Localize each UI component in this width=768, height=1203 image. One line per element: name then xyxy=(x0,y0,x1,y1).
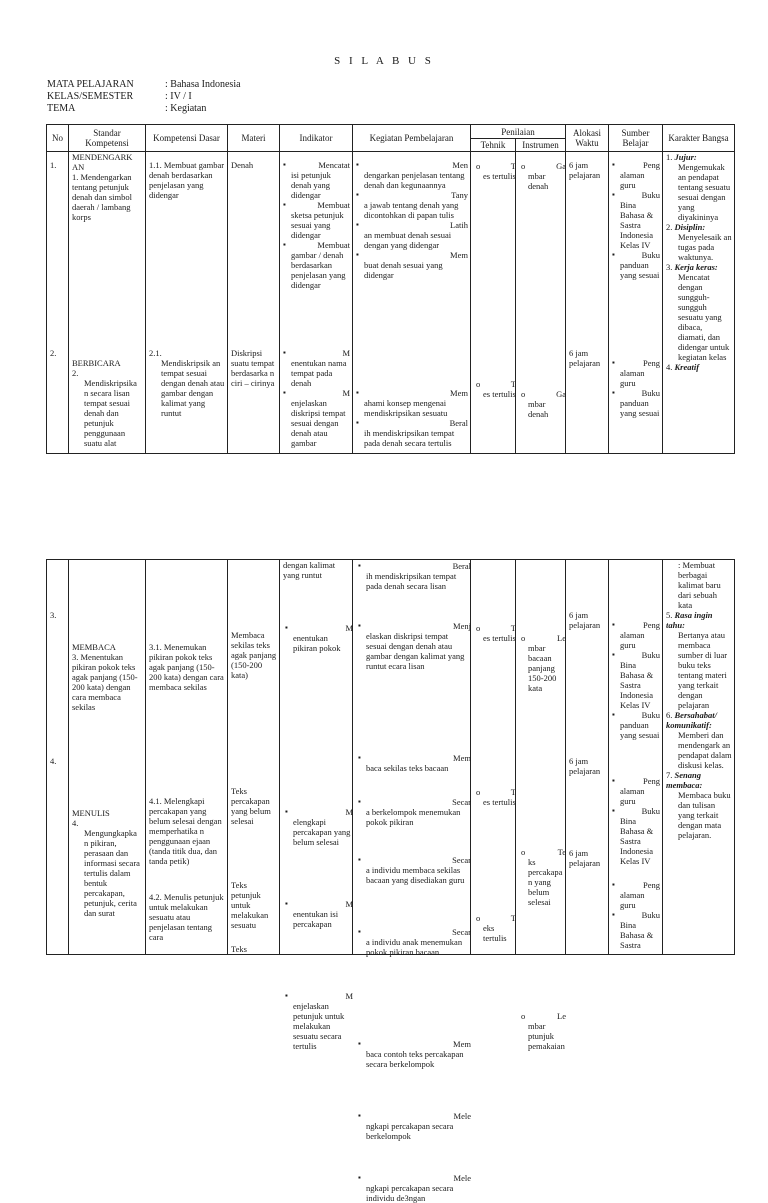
silabus-table-2 xyxy=(46,559,735,1203)
list-item xyxy=(521,1011,566,1051)
header-kompetensi-dasar: Kompetensi Dasar xyxy=(146,125,228,152)
karakter-number: 4. xyxy=(666,362,673,372)
item-lead: o T xyxy=(510,623,516,633)
item-lead: ▪ Men xyxy=(452,160,468,170)
meta-value: : Kegiatan xyxy=(165,103,207,114)
meta-key: KELAS/SEMESTER xyxy=(47,91,134,102)
sk-number: 2. xyxy=(72,368,79,378)
list-item xyxy=(612,620,660,650)
karakter-number: 1. xyxy=(666,152,673,162)
list-item xyxy=(612,806,660,866)
cell-materi xyxy=(228,152,280,454)
materi-text: Teks percakapan yang belum selesai xyxy=(231,786,271,826)
list-item xyxy=(283,240,350,290)
item-text: alaman guru xyxy=(620,630,645,650)
item-text: enentukan nama tempat pada denah xyxy=(291,358,347,388)
item-lead: o Le xyxy=(557,633,566,643)
item-lead: ▪ Secar xyxy=(452,927,471,937)
list-item xyxy=(285,899,353,929)
item-lead: ▪ Buku xyxy=(641,910,660,920)
item-lead: ▪ Buku xyxy=(641,806,660,816)
karakter-number: 6. xyxy=(666,710,673,720)
cell-no xyxy=(47,152,69,454)
list-item xyxy=(356,190,468,220)
list-item xyxy=(476,787,516,807)
item-lead: ▪ Secar xyxy=(452,797,471,807)
item-lead: ▪ M xyxy=(342,388,350,398)
silabus-table-1 xyxy=(46,124,735,454)
item-text: a individu membaca sekilas bacaan yang disediakan guru xyxy=(366,865,465,885)
sk-heading: MEMBACA xyxy=(72,642,116,652)
cell-teknik xyxy=(471,152,516,454)
item-lead: ▪ Mele xyxy=(453,1111,471,1121)
list-item xyxy=(612,250,660,280)
item-text: buat denah sesuai yang didengar xyxy=(364,260,443,280)
header-karakter: Karakter Bangsa xyxy=(663,125,735,152)
list-item xyxy=(612,710,660,740)
item-lead: ▪ M xyxy=(345,991,353,1001)
item-text: mbar ptunjuk pemakaian xyxy=(528,1021,565,1051)
item-lead: ▪ Peng xyxy=(643,620,660,630)
karakter-item xyxy=(666,152,732,222)
alokasi-text: 6 jam pelajaran xyxy=(569,160,601,180)
list-item xyxy=(612,880,660,910)
item-lead: ▪ Peng xyxy=(643,358,660,368)
header-kegiatan: Kegiatan Pembelajaran xyxy=(353,125,471,152)
item-lead: ▪ Peng xyxy=(643,880,660,890)
karakter-desc: : Membuat berbagai kalimat baru dari sebuah kata xyxy=(678,560,721,610)
karakter-desc: Bertanya atau membaca sumber di luar buku teks tentang materi yang terkait dengan pelajaran xyxy=(678,630,728,710)
row-number: 3. xyxy=(50,610,57,620)
item-text: enjelaskan diskripsi tempat sesuai dengan denah atau gambar xyxy=(291,398,346,448)
item-text: mbar denah xyxy=(528,399,549,419)
materi-text: Teks petunjuk untuk melakukan sesuatu xyxy=(231,880,269,930)
item-text: Bina Bahasa & Sastra xyxy=(620,920,654,950)
alokasi-text: 6 jam pelajaran xyxy=(569,756,601,776)
list-item xyxy=(521,847,566,907)
cell-alokasi xyxy=(566,560,609,955)
item-lead: ▪ M xyxy=(342,348,350,358)
list-item xyxy=(358,855,471,885)
cell-sumber xyxy=(609,152,663,454)
sk-heading: BERBICARA xyxy=(72,358,121,368)
item-text: a jawab tentang denah yang dicontohkan di papan tulis xyxy=(364,200,459,220)
item-lead: ▪ Buku xyxy=(641,710,660,720)
item-text: es tertulis xyxy=(483,389,516,399)
karakter-item xyxy=(666,710,732,770)
list-item xyxy=(358,927,471,957)
item-lead: ▪ Tany xyxy=(451,190,468,200)
row-number: 4. xyxy=(50,756,57,766)
list-item xyxy=(358,1111,471,1141)
karakter-number: 5. xyxy=(666,610,673,620)
item-text: alaman guru xyxy=(620,170,645,190)
item-lead: ▪ Beral xyxy=(449,418,468,428)
item-text: alaman guru xyxy=(620,890,645,910)
list-item xyxy=(356,220,468,250)
item-text: dengarkan penjelasan tentang denah dan kegunaannya xyxy=(364,170,465,190)
item-lead: ▪ Latih xyxy=(450,220,468,230)
cell-sumber xyxy=(609,560,663,955)
kd-text: 1.1. Membuat gambar denah berdasarkan penjelasan yang didengar xyxy=(149,160,225,200)
item-lead: ▪ Membuat xyxy=(317,240,350,250)
item-text: enentukan isi percakapan xyxy=(293,909,339,929)
list-item xyxy=(358,797,471,827)
materi-text: Teks xyxy=(231,944,247,954)
item-text: panduan yang sesuai xyxy=(620,398,660,418)
item-text: elaskan diskripsi tempat sesuai dengan denah atau gambar dengan kalimat yang runtut ecara lisan xyxy=(366,631,465,671)
item-lead: ▪ Mem xyxy=(450,388,468,398)
item-text: ahami konsep mengenai mendiskripsikan sesuatu xyxy=(364,398,448,418)
item-text: gambar / denah berdasarkan penjelasan yang didengar xyxy=(291,250,346,290)
indikator-text: dengan kalimat yang runtut xyxy=(283,560,336,580)
item-text: ih mendiskripsikan tempat pada denah secara lisan xyxy=(366,571,457,591)
materi-text: Membaca sekilas teks agak panjang (150-200 kata) xyxy=(231,630,277,680)
item-text: an membuat denah sesuai dengan yang didengar xyxy=(364,230,452,250)
cell-materi xyxy=(228,560,280,955)
list-item xyxy=(612,358,660,388)
cell-teknik xyxy=(471,560,516,955)
cell-kompetensi-dasar xyxy=(146,560,228,955)
cell-kompetensi-dasar xyxy=(146,152,228,454)
cell-karakter xyxy=(663,560,735,955)
item-text: es tertulis xyxy=(483,633,516,643)
sk-text: 1. Mendengarkan tentang petunjuk denah dan simbol daerah / lambang korps xyxy=(72,172,132,222)
materi-text: Denah xyxy=(231,160,254,170)
meta-row xyxy=(47,103,241,115)
alokasi-text: 6 jam pelajaran xyxy=(569,348,601,368)
item-lead: ▪ Membuat xyxy=(317,200,350,210)
cell-indikator xyxy=(280,560,353,1051)
karakter-title: Rasa ingin tahu: xyxy=(666,610,713,630)
cell-indikator xyxy=(280,152,353,454)
kd-text: 4.2. Menulis petunjuk untuk melakukan sesuatu atau penjelasan tentang cara xyxy=(149,892,224,942)
cell-kegiatan xyxy=(353,152,471,454)
list-item xyxy=(476,623,516,643)
cell-standar-kompetensi xyxy=(69,560,146,955)
list-item xyxy=(356,418,468,448)
list-item xyxy=(285,807,353,847)
item-lead: ▪ M xyxy=(345,623,353,633)
page-title: S I L A B U S xyxy=(334,55,434,67)
item-lead: ▪ M xyxy=(345,899,353,909)
list-item xyxy=(476,913,516,943)
item-lead: ▪ Mele xyxy=(453,1173,471,1183)
list-item xyxy=(285,991,353,1051)
item-lead: ▪ Buku xyxy=(641,650,660,660)
list-item xyxy=(521,389,566,419)
item-text: elengkapi percakapan yang belum selesai xyxy=(293,817,351,847)
list-item xyxy=(476,161,516,181)
karakter-item xyxy=(666,770,732,840)
item-lead: o T xyxy=(510,379,516,389)
kd-text: Mendiskripsik an tempat sesuai dengan denah atau gambar dengan kalimat yang runtut xyxy=(161,358,225,418)
item-text: ngkapi percakapan secara berkelompok xyxy=(366,1121,454,1141)
list-item xyxy=(521,633,566,693)
karakter-title: Bersahabat/ komunikatif: xyxy=(666,710,718,730)
list-item xyxy=(358,621,471,671)
item-lead: ▪ Secar xyxy=(452,855,471,865)
item-lead: o Te xyxy=(557,847,566,857)
item-lead: ▪ M xyxy=(345,807,353,817)
karakter-desc: Menyelesaik an tugas pada waktunya. xyxy=(678,232,732,262)
item-text: Bina Bahasa & Sastra Indonesia Kelas IV xyxy=(620,200,654,250)
item-lead: ▪ Peng xyxy=(643,160,660,170)
cell-alokasi xyxy=(566,152,609,454)
item-text: alaman guru xyxy=(620,786,645,806)
item-text: ks percakapa n yang belum selesai xyxy=(528,857,563,907)
karakter-title: Jujur: xyxy=(674,152,697,162)
karakter-desc: Memberi dan mendengark an pendapat dalam diskusi kelas. xyxy=(678,730,732,770)
list-item xyxy=(358,753,471,773)
header-teknik: Tehnik xyxy=(471,139,516,152)
item-lead: ▪ Mem xyxy=(450,250,468,260)
item-lead: o Ga xyxy=(556,161,566,171)
item-lead: ▪ Mencatat xyxy=(318,160,350,170)
item-text: Bina Bahasa & Sastra Indonesia Kelas IV xyxy=(620,660,654,710)
sk-text: Mengungkapka n pikiran, perasaan dan informasi secara tertulis dalam bentuk percakapan, petunjuk, cerita dan surat xyxy=(84,828,140,918)
item-lead: o Le xyxy=(557,1011,566,1021)
alokasi-text: 6 jam pelajaran xyxy=(569,848,601,868)
sk-number: 4. xyxy=(72,818,79,828)
item-text: es tertulis xyxy=(483,171,516,181)
kd-text: 4.1. Melengkapi percakapan yang belum selesai dengan memperhatika n penggunaan ejaan (tanda titik dua, dan tanda petik) xyxy=(149,796,222,866)
item-text: enjelaskan petunjuk untuk melakukan sesuatu secara tertulis xyxy=(293,1001,345,1051)
karakter-number: 7. xyxy=(666,770,673,780)
meta-block xyxy=(47,79,241,115)
list-item xyxy=(358,561,471,591)
item-text: mbar bacaan panjang 150-200 kata xyxy=(528,643,557,693)
cell-instrumen xyxy=(516,560,566,1051)
item-text: mbar denah xyxy=(528,171,549,191)
alokasi-text: 6 jam pelajaran xyxy=(569,610,601,630)
karakter-title: Senang membaca: xyxy=(666,770,703,790)
list-item xyxy=(283,388,350,448)
cell-no xyxy=(47,560,69,955)
meta-key: TEMA xyxy=(47,103,76,114)
list-item xyxy=(283,348,350,388)
item-text: enentukan pikiran pokok xyxy=(293,633,341,653)
karakter-item xyxy=(666,222,732,262)
item-lead: ▪ Menj xyxy=(453,621,471,631)
kd-text: 3.1. Menemukan pikiran pokok teks agak panjang (150-200 kata) dengan cara membaca sekilas xyxy=(149,642,224,692)
item-text: es tertulis xyxy=(483,797,516,807)
sk-heading: MENDENGARK AN xyxy=(72,152,133,172)
list-item xyxy=(358,1173,471,1203)
karakter-desc: Membaca buku dan tulisan yang terkait dengan mata pelajaran. xyxy=(678,790,731,840)
list-item xyxy=(358,1039,471,1069)
item-lead: ▪ Mem xyxy=(453,1039,471,1049)
karakter-desc: Mencatat dengan sungguh-sungguh sesuatu yang dibaca, diamati, dan didengar untuk kegiatan kelas xyxy=(678,272,730,362)
materi-text: Diskripsi suatu tempat berdasarka n ciri – cirinya xyxy=(231,348,275,388)
item-text: baca sekilas teks bacaan xyxy=(366,763,449,773)
list-item xyxy=(285,623,353,653)
item-lead: o T xyxy=(510,787,516,797)
list-item xyxy=(356,250,468,280)
karakter-number: 2. xyxy=(666,222,673,232)
header-materi: Materi xyxy=(228,125,280,152)
row-number: 2. xyxy=(50,348,57,358)
item-lead: ▪ Peng xyxy=(643,776,660,786)
list-item xyxy=(612,776,660,806)
kd-number: 2.1. xyxy=(149,348,162,358)
item-text: sketsa petunjuk sesuai yang didengar xyxy=(291,210,344,240)
header-indikator: Indikator xyxy=(280,125,353,152)
row-number: 1. xyxy=(50,160,57,170)
item-text: a individu anak menemukan pokok pikiran bacaan xyxy=(366,937,463,957)
item-text: eks tertulis xyxy=(483,923,507,943)
meta-row xyxy=(47,79,241,91)
karakter-item xyxy=(666,262,732,362)
cell-kegiatan xyxy=(353,560,471,1203)
item-lead: ▪ Mem xyxy=(453,753,471,763)
list-item xyxy=(476,379,516,399)
item-lead: ▪ Buku xyxy=(641,250,660,260)
item-text: ih mendiskripsikan tempat pada denah secara tertulis xyxy=(364,428,455,448)
cell-standar-kompetensi xyxy=(69,152,146,454)
meta-key: MATA PELAJARAN xyxy=(47,79,134,90)
karakter-number: 3. xyxy=(666,262,673,272)
item-text: alaman guru xyxy=(620,368,645,388)
cell-instrumen xyxy=(516,152,566,454)
sk-text: Mendiskripsika n secara lisan tempat sesuai denah dan petunjuk penggunaan suatu alat xyxy=(84,378,137,448)
list-item xyxy=(612,160,660,190)
karakter-desc: Mengemukak an pendapat tentang sesuatu sesuai dengan yang diyakininya xyxy=(678,162,731,222)
karakter-item xyxy=(666,610,732,710)
sk-text: 3. Menentukan pikiran pokok teks agak panjang (150-200 kata) dengan cara membaca sekilas xyxy=(72,652,138,712)
item-lead: o T xyxy=(510,161,516,171)
karakter-title: Kreatif xyxy=(674,362,700,372)
list-item xyxy=(283,200,350,240)
meta-row xyxy=(47,91,241,103)
item-text: panduan yang sesuai xyxy=(620,260,660,280)
item-text: panduan yang sesuai xyxy=(620,720,660,740)
item-text: isi petunjuk denah yang didengar xyxy=(291,170,331,200)
header-penilaian: Penilaian xyxy=(471,125,566,139)
list-item xyxy=(356,388,468,418)
item-text: ngkapi percakapan secara individu de3ngan xyxy=(366,1183,454,1203)
list-item xyxy=(356,160,468,190)
list-item xyxy=(612,388,660,418)
item-text: baca contoh teks percakapan secara berkelompok xyxy=(366,1049,464,1069)
cell-karakter xyxy=(663,152,735,454)
item-text: Bina Bahasa & Sastra Indonesia Kelas IV xyxy=(620,816,654,866)
item-lead: ▪ Beral xyxy=(452,561,471,571)
list-item xyxy=(612,910,660,950)
item-lead: ▪ Buku xyxy=(641,388,660,398)
meta-value: : Bahasa Indonesia xyxy=(165,79,241,90)
header-instrumen: Instrumen xyxy=(516,139,566,152)
list-item xyxy=(283,160,350,200)
karakter-title: Disiplin: xyxy=(674,222,706,232)
karakter-title: Kerja keras: xyxy=(674,262,718,272)
item-lead: ▪ Buku xyxy=(641,190,660,200)
header-alokasi: Alokasi Waktu xyxy=(566,125,609,152)
header-standar-kompetensi: Standar Kompetensi xyxy=(69,125,146,152)
list-item xyxy=(612,650,660,710)
karakter-item xyxy=(666,362,732,372)
item-text: a berkelompok menemukan pokok pikiran xyxy=(366,807,461,827)
list-item xyxy=(521,161,566,191)
sk-heading: MENULIS xyxy=(72,808,110,818)
item-lead: o Ga xyxy=(556,389,566,399)
header-no: No xyxy=(47,125,69,152)
header-sumber: Sumber Belajar xyxy=(609,125,663,152)
item-lead: o T xyxy=(510,913,516,923)
list-item xyxy=(612,190,660,250)
meta-value: : IV / I xyxy=(165,91,192,102)
